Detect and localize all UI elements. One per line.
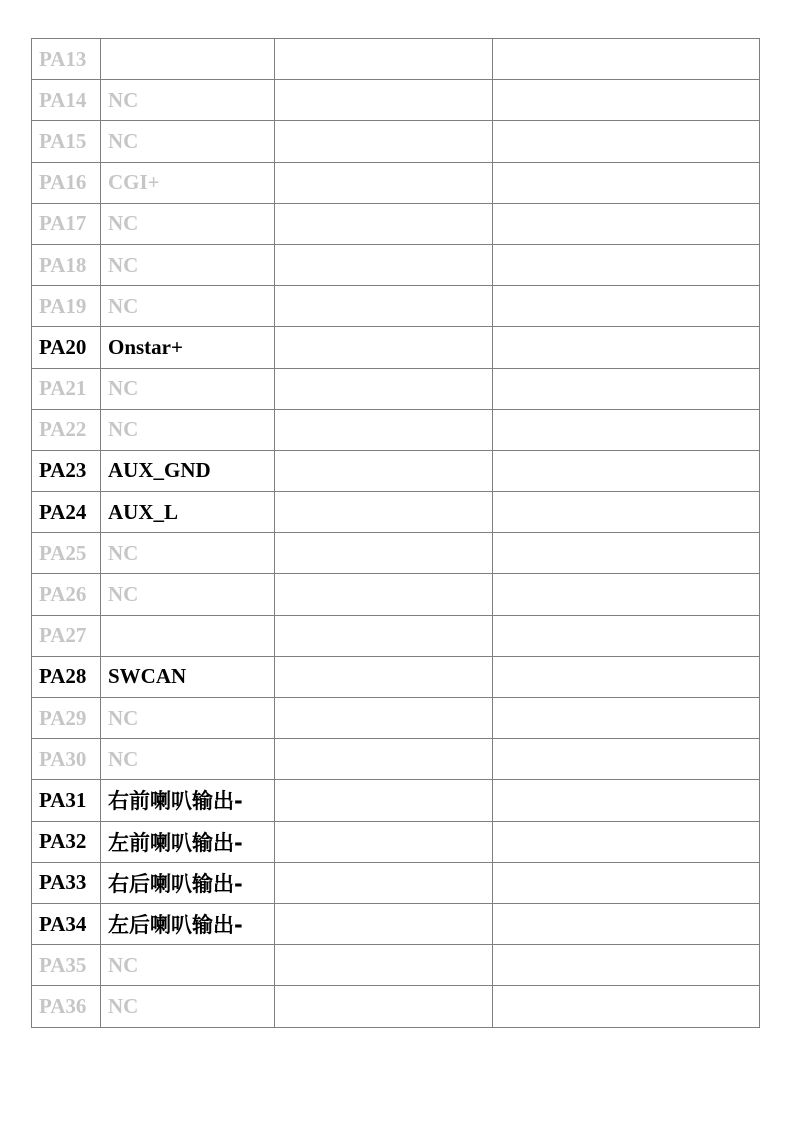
empty-cell	[275, 409, 493, 450]
pin-id-cell: PA14	[32, 80, 101, 121]
table-row	[32, 862, 760, 903]
empty-cell	[493, 615, 760, 656]
pin-id-cell: PA18	[32, 244, 101, 285]
empty-cell	[275, 821, 493, 862]
table-row	[32, 574, 760, 615]
signal-name-cell: CGI+	[101, 162, 275, 203]
empty-cell	[493, 244, 760, 285]
pin-id-cell: PA15	[32, 121, 101, 162]
empty-cell	[493, 903, 760, 944]
pin-id-cell: PA21	[32, 368, 101, 409]
empty-cell	[493, 39, 760, 80]
empty-cell	[493, 533, 760, 574]
table-row	[32, 327, 760, 368]
signal-name-cell	[101, 615, 275, 656]
pin-id-cell: PA35	[32, 945, 101, 986]
empty-cell	[493, 368, 760, 409]
table-row	[32, 821, 760, 862]
empty-cell	[493, 327, 760, 368]
empty-cell	[275, 574, 493, 615]
table-row	[32, 80, 760, 121]
empty-cell	[275, 698, 493, 739]
pin-id-cell: PA27	[32, 615, 101, 656]
pin-id-cell: PA16	[32, 162, 101, 203]
signal-name-cell: SWCAN	[101, 656, 275, 697]
empty-cell	[275, 162, 493, 203]
signal-name-cell: NC	[101, 986, 275, 1027]
empty-cell	[493, 409, 760, 450]
empty-cell	[493, 121, 760, 162]
signal-name-cell: 右后喇叭输出-	[101, 862, 275, 903]
signal-name-cell: 左后喇叭输出-	[101, 903, 275, 944]
table-row	[32, 986, 760, 1027]
pin-id-cell: PA34	[32, 903, 101, 944]
empty-cell	[493, 162, 760, 203]
table-row	[32, 450, 760, 491]
pin-id-cell: PA33	[32, 862, 101, 903]
signal-name-cell	[101, 39, 275, 80]
empty-cell	[275, 903, 493, 944]
empty-cell	[493, 80, 760, 121]
table-row	[32, 409, 760, 450]
empty-cell	[493, 986, 760, 1027]
signal-name-cell: 右前喇叭输出-	[101, 780, 275, 821]
pin-id-cell: PA31	[32, 780, 101, 821]
empty-cell	[275, 862, 493, 903]
pin-id-cell: PA32	[32, 821, 101, 862]
signal-name-cell: AUX_L	[101, 492, 275, 533]
pin-id-cell: PA17	[32, 203, 101, 244]
empty-cell	[275, 986, 493, 1027]
pin-id-cell: PA24	[32, 492, 101, 533]
empty-cell	[275, 615, 493, 656]
table-row	[32, 780, 760, 821]
empty-cell	[275, 739, 493, 780]
pin-id-cell: PA26	[32, 574, 101, 615]
pin-id-cell: PA22	[32, 409, 101, 450]
empty-cell	[275, 368, 493, 409]
pin-id-cell: PA13	[32, 39, 101, 80]
signal-name-cell: NC	[101, 533, 275, 574]
signal-name-cell: NC	[101, 368, 275, 409]
signal-name-cell: NC	[101, 409, 275, 450]
empty-cell	[493, 862, 760, 903]
empty-cell	[275, 450, 493, 491]
pin-id-cell: PA20	[32, 327, 101, 368]
signal-name-cell: NC	[101, 739, 275, 780]
empty-cell	[493, 203, 760, 244]
empty-cell	[275, 327, 493, 368]
table-row	[32, 903, 760, 944]
signal-name-cell: NC	[101, 244, 275, 285]
signal-name-cell: NC	[101, 121, 275, 162]
empty-cell	[493, 574, 760, 615]
signal-name-cell: NC	[101, 698, 275, 739]
empty-cell	[275, 492, 493, 533]
empty-cell	[493, 739, 760, 780]
empty-cell	[275, 656, 493, 697]
empty-cell	[493, 286, 760, 327]
signal-name-cell: NC	[101, 945, 275, 986]
signal-name-cell: NC	[101, 574, 275, 615]
table-row	[32, 368, 760, 409]
empty-cell	[493, 780, 760, 821]
signal-name-cell: NC	[101, 80, 275, 121]
table-row	[32, 739, 760, 780]
signal-name-cell: Onstar+	[101, 327, 275, 368]
empty-cell	[493, 656, 760, 697]
signal-name-cell: 左前喇叭输出-	[101, 821, 275, 862]
table-row	[32, 656, 760, 697]
table-row	[32, 203, 760, 244]
empty-cell	[275, 39, 493, 80]
empty-cell	[275, 121, 493, 162]
empty-cell	[275, 286, 493, 327]
pin-id-cell: PA36	[32, 986, 101, 1027]
empty-cell	[275, 244, 493, 285]
pinout-table	[31, 38, 760, 1028]
table-row	[32, 121, 760, 162]
signal-name-cell: NC	[101, 203, 275, 244]
table-row	[32, 698, 760, 739]
empty-cell	[493, 821, 760, 862]
empty-cell	[493, 492, 760, 533]
pin-id-cell: PA29	[32, 698, 101, 739]
empty-cell	[275, 780, 493, 821]
table-row	[32, 492, 760, 533]
empty-cell	[275, 533, 493, 574]
table-row	[32, 244, 760, 285]
pin-id-cell: PA30	[32, 739, 101, 780]
signal-name-cell: AUX_GND	[101, 450, 275, 491]
table-row	[32, 945, 760, 986]
empty-cell	[275, 945, 493, 986]
table-row	[32, 162, 760, 203]
pin-id-cell: PA19	[32, 286, 101, 327]
signal-name-cell: NC	[101, 286, 275, 327]
table-row	[32, 286, 760, 327]
empty-cell	[493, 945, 760, 986]
pin-id-cell: PA28	[32, 656, 101, 697]
pinout-table-body	[32, 39, 760, 1028]
empty-cell	[275, 80, 493, 121]
pin-id-cell: PA23	[32, 450, 101, 491]
empty-cell	[275, 203, 493, 244]
pin-id-cell: PA25	[32, 533, 101, 574]
empty-cell	[493, 450, 760, 491]
table-row	[32, 39, 760, 80]
empty-cell	[493, 698, 760, 739]
table-row	[32, 533, 760, 574]
table-row	[32, 615, 760, 656]
